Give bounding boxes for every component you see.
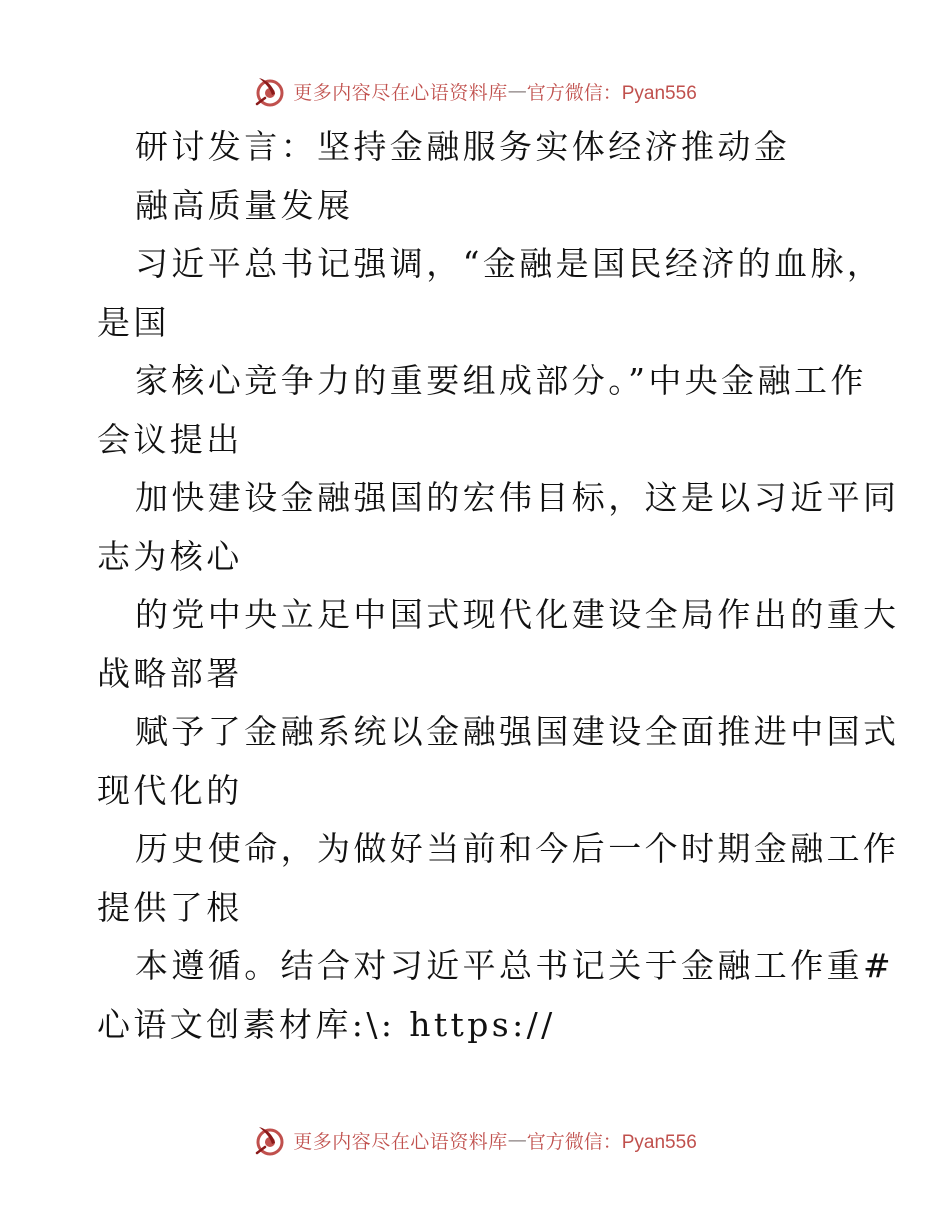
document-title-line-1: 研讨发言：坚持金融服务实体经济推动金	[135, 127, 791, 166]
document-body	[97, 118, 900, 1054]
paragraph-line: 的党中央立足中国式现代化建设全局作出的重大	[135, 595, 900, 634]
watermark-brand-text: 更多内容尽在心语资料库	[293, 1130, 508, 1153]
watermark-contact-text: 官方微信：Pyan556	[526, 1131, 697, 1153]
watermark-separator: —	[507, 80, 527, 102]
watermark-separator: —	[507, 1129, 527, 1151]
watermark-brand-text: 更多内容尽在心语资料库	[293, 81, 508, 104]
quill-seal-icon	[253, 74, 287, 108]
paragraph-line: 赋予了金融系统以金融强国建设全面推进中国式	[135, 712, 900, 751]
paragraph-line-wrap: 提供了根	[97, 887, 243, 927]
paragraph-line-wrap: 会议提出	[97, 419, 243, 459]
paragraph-line-wrap: 是国	[97, 302, 170, 342]
quill-seal-icon	[253, 1123, 287, 1157]
document-title-line-2: 融高质量发展	[135, 185, 354, 225]
paragraph-line-wrap: 现代化的	[97, 770, 243, 810]
paragraph-line-wrap: 志为核心	[97, 536, 243, 576]
watermark-contact-text: 官方微信：Pyan556	[526, 82, 697, 104]
paragraph-line-wrap: 战略部署	[97, 653, 243, 693]
paragraph-line: 习近平总书记强调，“金融是国民经济的血脉，	[135, 244, 884, 283]
footer-watermark	[0, 1120, 950, 1160]
paragraph-line: 加快建设金融强国的宏伟目标，这是以习近平同	[135, 478, 900, 517]
paragraph-line: 家核心竞争力的重要组成部分。”中央金融工作	[135, 361, 867, 400]
header-watermark	[0, 71, 950, 111]
paragraph-line: 历史使命，为做好当前和今后一个时期金融工作	[135, 829, 900, 868]
source-url-line: 心语文创素材库:\: https://	[97, 1004, 556, 1044]
paragraph-line: 本遵循。结合对习近平总书记关于金融工作重#	[135, 946, 895, 985]
